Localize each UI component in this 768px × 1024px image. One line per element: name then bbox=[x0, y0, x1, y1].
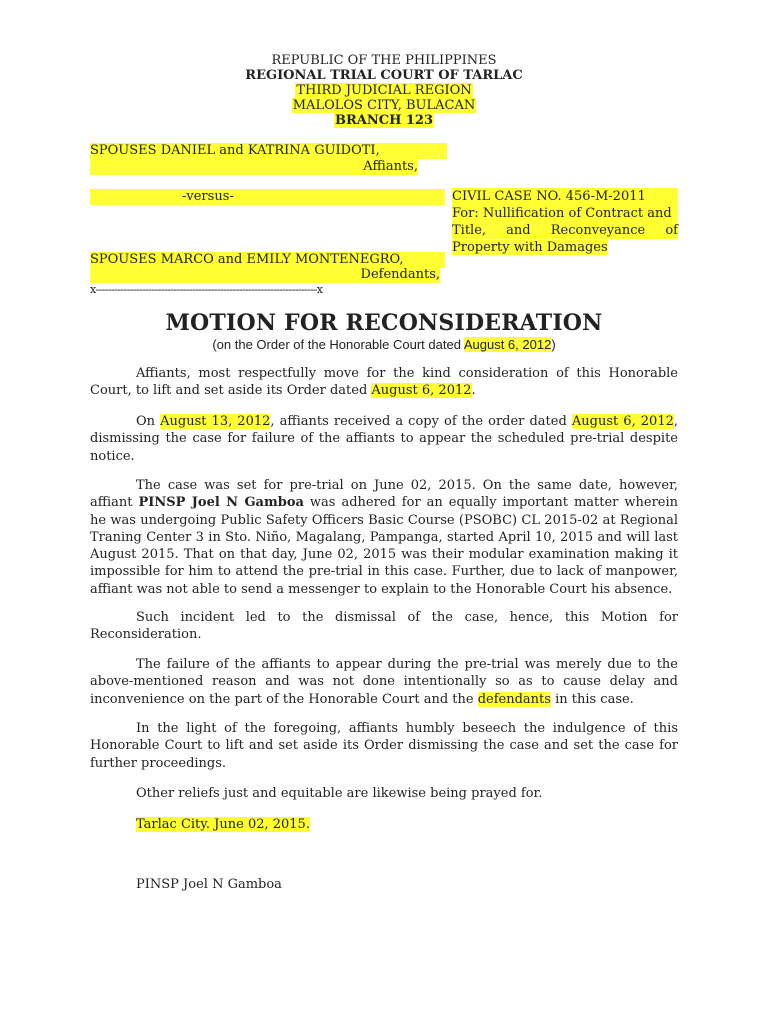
header-court: REGIONAL TRIAL COURT OF TARLAC bbox=[245, 68, 523, 83]
place-date: Tarlac City. June 02, 2015. bbox=[136, 817, 310, 832]
header-branch: BRANCH 123 bbox=[334, 113, 434, 128]
header-republic: REPUBLIC OF THE PHILIPPINES bbox=[271, 53, 497, 68]
paragraph-4: Such incident led to the dismissal of the case, hence, this Motion for Reconsideration. bbox=[90, 610, 678, 643]
plaintiffs-role: Affiants, bbox=[90, 159, 418, 175]
affiant-name: PINSP Joel N Gamboa bbox=[138, 495, 304, 511]
header-region: THIRD JUDICIAL REGION bbox=[296, 83, 472, 98]
paragraph-2: On August 13, 2012, affiants received a copy of the order dated August 6, 2012, dismissing the case for failure of the affiants to appear the scheduled pre-trial despite notice. bbox=[90, 414, 679, 464]
case-number: CIVIL CASE NO. 456-M-2011 bbox=[452, 188, 678, 205]
defendants-role: Defendants, bbox=[90, 267, 440, 283]
document-title: MOTION FOR RECONSIDERATION bbox=[165, 310, 603, 336]
paragraph-1: Affiants, most respectfully move for the kind consideration of this Honorable Court, to lift and set aside its Order dated August 6, 2012. bbox=[90, 366, 678, 399]
versus-line: -versus- bbox=[90, 189, 445, 205]
case-info bbox=[452, 188, 678, 256]
header-city: MALOLOS CITY, BULACAN bbox=[292, 98, 476, 113]
paragraph-3: The case was set for pre-trial on June 02, 2015. On the same date, however, affiant PINSP Joel N Gamboa was adhered for an equally important matter wherein he was undergoing Public Safety Officers Basic Course (PSOBC) CL 2015-02 at Regional Traning Center 3 in Sto. Niño, Magalang, Pampanga, started April 10, 2015 and will last August 2015. That on that day, June 02, 2015 was their modular examination making it impossible for him to attend the pre-trial in this case. Further, due to lack of manpower, affiant was not able to send a messenger to explain to the Honorable Court his absence. bbox=[90, 478, 679, 597]
paragraph-5: The failure of the affiants to appear during the pre-trial was merely due to the above-mentioned reason and was not done intentionally so as to cause delay and inconvenience on the part of the Honorable Court and the defendants in this case. bbox=[90, 657, 678, 707]
case-for-line1: For: Nullification of Contract and bbox=[452, 205, 678, 222]
document-subtitle: (on the Order of the Honorable Court dated August 6, 2012) bbox=[212, 337, 556, 352]
case-for-line3: Property with Damages bbox=[452, 240, 608, 255]
paragraph-6: In the light of the foregoing, affiants humbly beseech the indulgence of this Honorable Court to lift and set aside its Order dismissing the case and set the case for further proceedings. bbox=[90, 721, 678, 771]
defendants-name: SPOUSES MARCO and EMILY MONTENEGRO, bbox=[90, 252, 445, 268]
paragraph-7: Other reliefs just and equitable are likewise being prayed for. bbox=[136, 786, 543, 801]
caption-divider: x-----------------------------------------------------------------------x bbox=[90, 283, 323, 296]
signature-name: PINSP Joel N Gamboa bbox=[136, 877, 282, 892]
case-for-line2: Title, and Reconveyance of bbox=[452, 223, 678, 238]
plaintiffs-name: SPOUSES DANIEL and KATRINA GUIDOTI, bbox=[90, 143, 447, 159]
